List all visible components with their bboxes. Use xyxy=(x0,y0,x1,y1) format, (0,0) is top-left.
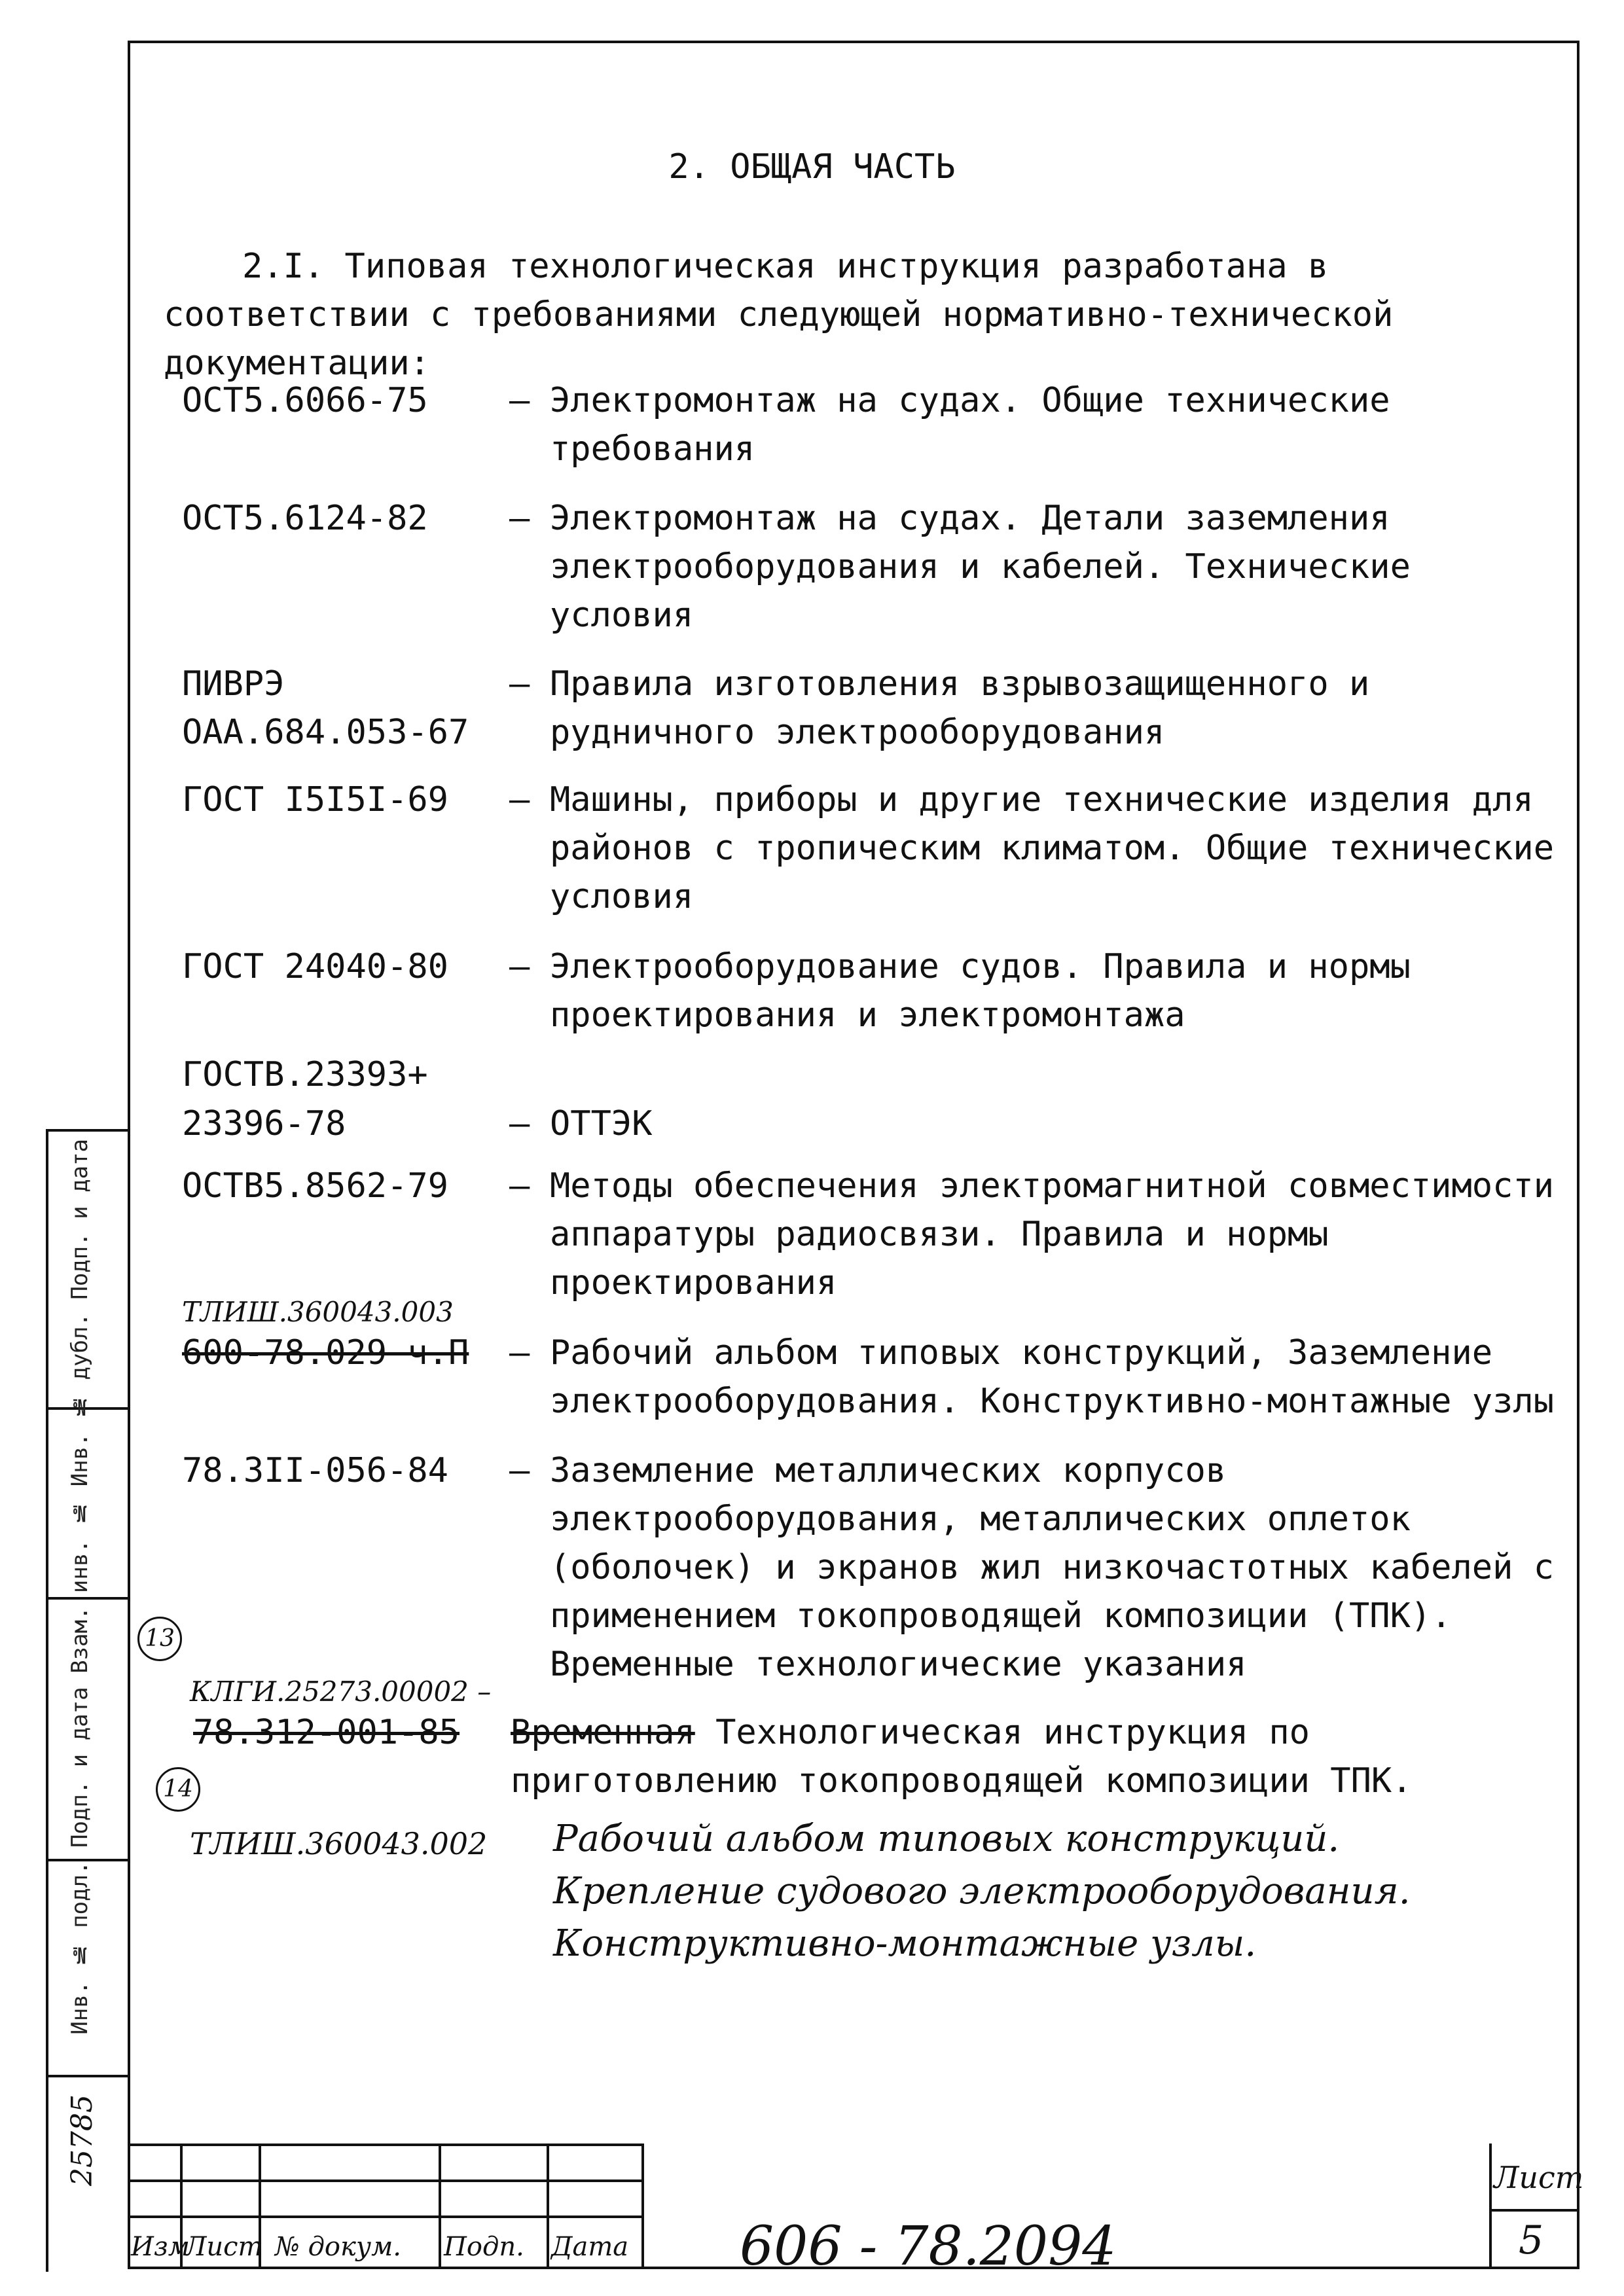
intro-paragraph: 2.I. Типовая технологическая инструкция разработана в соответствии с требованиями следующей нормативно-технической документации: xyxy=(164,247,1394,383)
titleblock-line xyxy=(128,2179,641,2182)
titleblock-col xyxy=(641,2144,644,2269)
handwritten-code: ТЛИШ.360043.003 xyxy=(182,1296,454,1328)
dash: – xyxy=(509,1333,530,1372)
doc-description: Рабочий альбом типовых конструкций, Заземление электрооборудования. Конструктивно-монтажные узлы xyxy=(550,1333,1555,1421)
document-number: 606 - 78.2094 xyxy=(740,2215,1117,2278)
doc-description: Электрооборудование судов. Правила и нормы проектирования и электромонтажа xyxy=(550,947,1411,1035)
dash: – xyxy=(509,664,530,704)
sheet-label: Лист xyxy=(1494,2160,1584,2195)
handwritten-code: КЛГИ.25273.00002 – xyxy=(190,1676,492,1708)
section-heading: 2. ОБЩАЯ ЧАСТЬ xyxy=(668,147,956,187)
doc-description-text: Технологическая инструкция по приготовлению токопроводящей композиции ТПК. xyxy=(511,1713,1413,1801)
doc-description: Электромонтаж на судах. Детали заземления электрооборудования и кабелей. Технические условия xyxy=(550,499,1411,635)
doc-code: ОСТ5.6124-82 xyxy=(182,499,428,538)
doc-code: 78.3II-056-84 xyxy=(182,1451,448,1490)
doc-description: ОТТЭК xyxy=(550,1104,653,1143)
doc-description: Электромонтаж на судах. Общие технические требования xyxy=(550,381,1390,469)
doc-code: ПИВРЭ xyxy=(182,664,285,704)
doc-code-line2: ОАА.684.053-67 xyxy=(182,713,469,752)
dash: – xyxy=(509,1166,530,1206)
sheet-cell-border xyxy=(1489,2144,1492,2269)
dash: – xyxy=(509,947,530,986)
handwritten-code: ТЛИШ.360043.002 xyxy=(190,1826,488,1861)
doc-description: Правила изготовления взрывозащищенного и рудничного электрооборудования xyxy=(550,664,1370,752)
dash: – xyxy=(509,1104,530,1143)
doc-code: ОСТВ5.8562-79 xyxy=(182,1166,448,1206)
circled-mark-14: 14 xyxy=(156,1767,200,1812)
dash: – xyxy=(509,780,530,819)
dash: – xyxy=(509,499,530,538)
titleblock-line xyxy=(128,2215,641,2218)
dash: – xyxy=(509,1451,530,1490)
doc-code: ГОСТВ.23393+ xyxy=(182,1055,428,1094)
dash: – xyxy=(509,381,530,420)
sidebar-divider xyxy=(46,2075,128,2077)
titleblock-col xyxy=(547,2144,549,2269)
circled-mark-13: 13 xyxy=(137,1617,182,1661)
titleblock-top-line xyxy=(128,2144,641,2146)
handwritten-note: Рабочий альбом типовых конструкций. Крепление судового электрооборудования. Конструктивно-монтажные узлы. xyxy=(553,1818,1411,1965)
label-docnum: № докум. xyxy=(275,2232,401,2262)
sheet-number: 5 xyxy=(1519,2217,1544,2263)
doc-code: ГОСТ 24040-80 xyxy=(182,947,448,986)
struck-code: 600-78.029 ч.П xyxy=(182,1333,469,1372)
struck-code: 78.312-001-85 xyxy=(193,1713,460,1752)
doc-code: ОСТ5.6066-75 xyxy=(182,381,428,420)
label-list: Лист xyxy=(185,2232,263,2262)
struck-word: Временная xyxy=(511,1713,695,1752)
label-izm: Изм xyxy=(131,2232,190,2262)
doc-code-line2: 23396-78 xyxy=(182,1104,346,1143)
sheet-cell-line xyxy=(1489,2209,1579,2212)
doc-description: Машины, приборы и другие технические изделия для районов с тропическим климатом. Общие технические условия xyxy=(550,780,1555,916)
titleblock-col xyxy=(439,2144,441,2269)
doc-code: ГОСТ I5I5I-69 xyxy=(182,780,448,819)
label-date: Дата xyxy=(551,2232,629,2262)
doc-description: Заземление металлических корпусов электрооборудования, металлических оплеток (оболочек) и экранов жил низкочастотных кабелей с применением токопроводящей композиции (ТПК). Временные технологические указания xyxy=(550,1451,1555,1684)
label-sign: Подп. xyxy=(444,2232,524,2262)
doc-description xyxy=(511,1708,1558,1805)
sidebar-stamp-text: Инв. № подл. Подп. и дата Взам. инв. № Инв. № дубл. Подп. и дата xyxy=(67,1139,93,2035)
doc-description: Методы обеспечения электромагнитной совместимости аппаратуры радиосвязи. Правила и нормы проектирования xyxy=(550,1166,1555,1302)
inventory-number: 25785 xyxy=(65,2094,99,2186)
